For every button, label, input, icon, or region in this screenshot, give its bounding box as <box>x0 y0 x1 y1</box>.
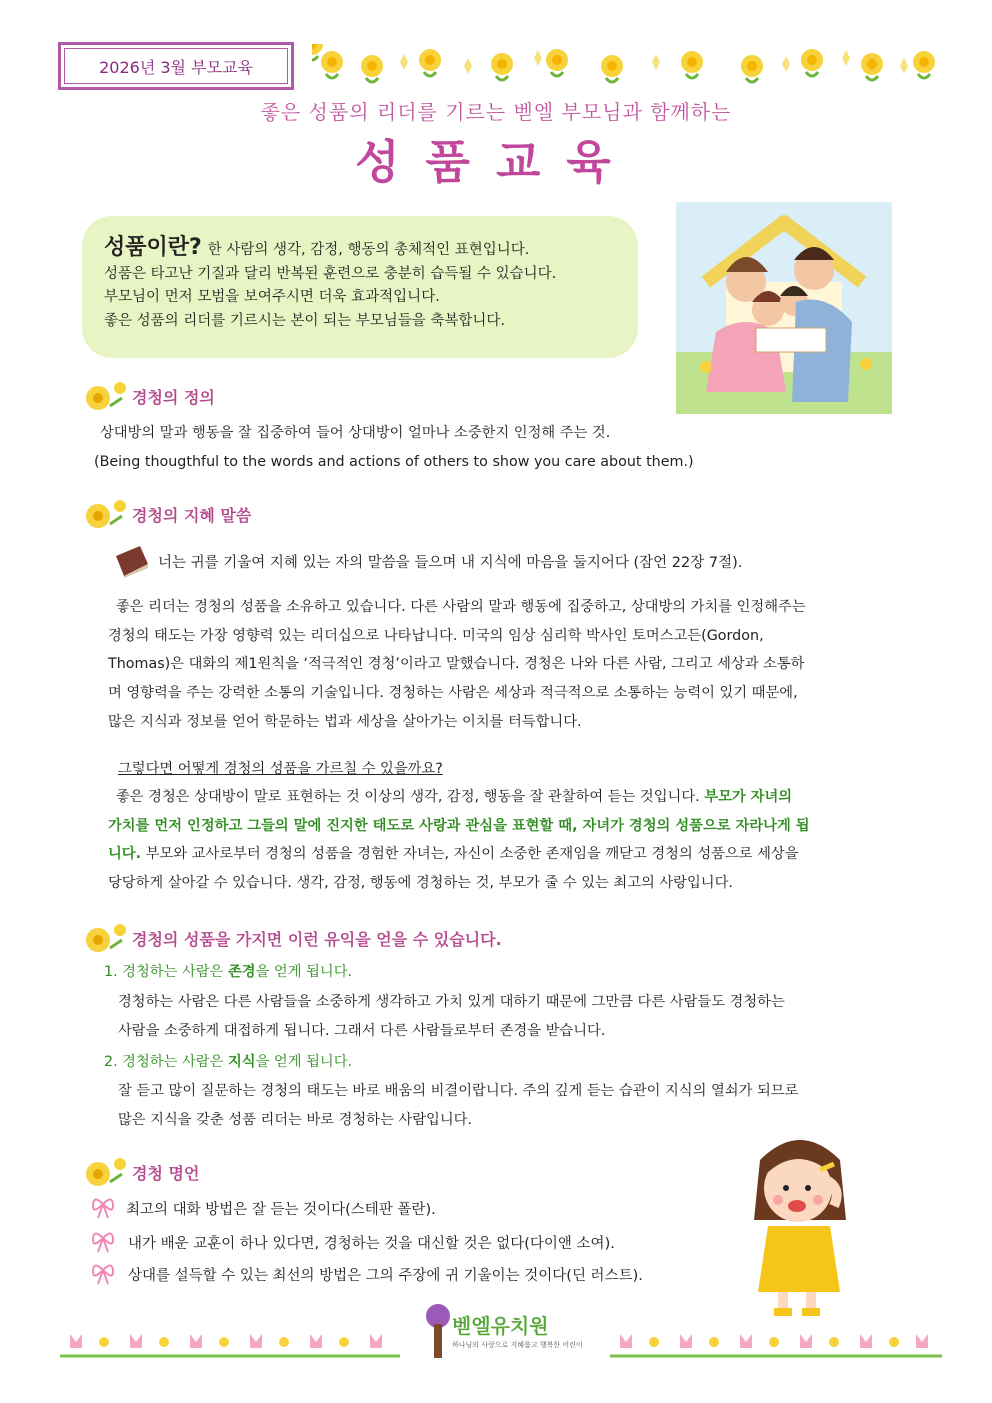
ribbon-icon <box>90 1262 116 1286</box>
paragraph-line: 며 영향력을 주는 강력한 소통의 기술입니다. 경청하는 사람은 세상과 적극적으로 소통하는 능력이 있기 때문에, <box>108 685 798 702</box>
girl-illustration <box>740 1130 860 1320</box>
quotes-heading-row <box>80 1152 199 1192</box>
quote-text: 최고의 대화 방법은 잘 듣는 것이다(스테판 폴란). <box>126 1201 436 1218</box>
tulip-border-icon <box>60 1326 400 1362</box>
quote-item <box>90 1262 643 1286</box>
benefit-2-line: 많은 지식을 갖춘 성품 리더는 바로 경청하는 사람입니다. <box>118 1111 473 1128</box>
definition-korean: 상대방의 말과 행동을 잘 집중하여 들어 상대방이 얼마나 소중한지 인정해 주는 것. <box>100 425 611 441</box>
benefit-2-line: 잘 듣고 많이 질문하는 경청의 태도는 바로 배움의 비결이랍니다. 주의 깊게 듣는 습관이 지식의 열쇠가 되므로 <box>118 1083 799 1099</box>
answer-emphasis: 니다. <box>108 846 142 863</box>
ribbon-icon <box>90 1230 116 1254</box>
definition-english: (Being thougthful to the words and actions of others to show you care about them.) <box>94 454 694 470</box>
wisdom-paragraph <box>108 593 908 737</box>
benefit-2-prefix: 2. 경청하는 사람은 <box>104 1054 228 1070</box>
answer-paragraph <box>108 783 908 898</box>
paragraph-line: Thomas)은 대화의 제1원칙을 ‘적극적인 경청’이라고 말했습니다. 경청은 나와 다른 사람, 그리고 세상과 소통하 <box>108 656 805 673</box>
quotes-heading: 경청 명언 <box>132 1163 200 1183</box>
benefit-1-text <box>118 988 908 1045</box>
top-flower-border <box>312 44 942 88</box>
logo-name: 벧엘유치원 <box>452 1314 549 1338</box>
intro-line-1: 한 사람의 생각, 감정, 행동의 총체적인 표현입니다. <box>207 242 530 258</box>
quote-text: 내가 배운 교훈이 하나 있다면, 경청하는 것을 대신할 것은 없다(다이앤 소여). <box>128 1235 615 1252</box>
page-subtitle: 좋은 성품의 리더를 기르는 벧엘 부모님과 함께하는 <box>260 100 732 124</box>
intro-line-2: 성품은 타고난 기질과 달리 반복된 훈련으로 충분히 습득될 수 있습니다. <box>104 265 557 282</box>
flower-icon <box>80 1152 130 1192</box>
tulip-border-icon <box>610 1326 942 1362</box>
benefits-heading-row <box>80 918 502 958</box>
kindergarten-logo <box>418 1300 583 1368</box>
bible-book-icon <box>112 544 152 578</box>
wisdom-heading: 경청의 지혜 말씀 <box>132 505 252 525</box>
benefit-2-keyword: 지식 <box>227 1054 256 1070</box>
date-label-box <box>58 42 294 90</box>
family-reading-icon <box>676 202 892 414</box>
paragraph-line: 많은 지식과 정보를 얻어 학문하는 법과 세상을 살아가는 이치를 터득합니다. <box>108 713 582 730</box>
definition-heading: 경청의 정의 <box>132 387 215 407</box>
flower-icon <box>80 918 130 958</box>
question-line: 그렇다면 어떻게 경청의 성품을 가르칠 수 있을까요? <box>118 761 443 777</box>
bottom-tulip-border-left <box>60 1326 400 1362</box>
benefit-1-suffix: 을 얻게 됩니다. <box>255 964 353 980</box>
answer-emphasis: 가치를 먼저 인정하고 그들의 말에 진지한 태도로 사랑과 관심을 표현할 때, 자녀가 경청의 성품으로 자라나게 됩 <box>108 817 810 834</box>
quote-text: 상대를 설득할 수 있는 최선의 방법은 그의 주장에 귀 기울이는 것이다(딘 러스트). <box>128 1267 643 1284</box>
intro-heading: 성품이란? <box>104 235 202 260</box>
benefit-1-prefix: 1. 경청하는 사람은 <box>104 964 228 980</box>
bible-verse-row <box>112 544 742 578</box>
answer-text: 당당하게 살아갈 수 있습니다. 생각, 감정, 행동에 경청하는 것, 부모가 줄 수 있는 최고의 사랑입니다. <box>108 875 733 892</box>
benefit-1-keyword: 존경 <box>227 964 256 980</box>
intro-line-3: 부모님이 먼저 모범을 보여주시면 더욱 효과적입니다. <box>104 289 440 305</box>
benefit-2-suffix: 을 얻게 됩니다. <box>255 1054 353 1070</box>
benefits-heading: 경청의 성품을 가지면 이런 유익을 얻을 수 있습니다. <box>132 929 502 949</box>
page-title: 성품교육 <box>355 135 637 189</box>
benefit-2-text <box>118 1077 908 1134</box>
paragraph-line: 경청의 태도는 가장 영향력 있는 리더십으로 나타납니다. 미국의 임상 심리학 박사인 토머스고든(Gordon, <box>108 627 764 644</box>
answer-text: 좋은 경청은 상대방이 말로 표현하는 것 이상의 생각, 감정, 행동을 잘 관찰하여 듣는 것입니다. <box>116 789 705 805</box>
bottom-tulip-border-right <box>610 1326 942 1362</box>
bible-verse: 너는 귀를 기울여 지혜 있는 자의 말씀을 들으며 내 지식에 마음을 둘지어다 (잠언 22장 7절). <box>158 554 743 571</box>
flower-icon <box>80 494 130 534</box>
definition-heading-row <box>80 376 215 416</box>
intro-box <box>82 216 638 358</box>
answer-emphasis: 부모가 자녀의 <box>704 789 793 805</box>
benefit-1-title <box>104 958 352 987</box>
flower-border-icon <box>312 44 942 88</box>
paragraph-line: 좋은 리더는 경청의 성품을 소유하고 있습니다. 다른 사람의 말과 행동에 집중하고, 상대방의 가치를 인정해주는 <box>116 599 806 615</box>
benefit-1-line: 사람을 소중하게 대접하게 됩니다. 그래서 다른 사람들로부터 존경을 받습니다. <box>118 1022 606 1039</box>
benefit-2-title <box>104 1048 352 1077</box>
intro-line-4: 좋은 성품의 리더를 기르시는 본이 되는 부모님들을 축복합니다. <box>104 312 506 329</box>
listening-girl-icon <box>740 1130 860 1320</box>
flower-icon <box>80 376 130 416</box>
ribbon-icon <box>90 1196 116 1220</box>
benefit-1-line: 경청하는 사람은 다른 사람들을 소중하게 생각하고 가치 있게 대하기 때문에 그만큼 다른 사람들도 경청하는 <box>118 994 785 1010</box>
quote-item <box>90 1196 436 1220</box>
wisdom-heading-row <box>80 494 251 534</box>
quote-item <box>90 1230 615 1254</box>
logo-tagline: 하나님의 사랑으로 지혜롭고 행복한 어린이 <box>452 1341 583 1349</box>
family-illustration <box>676 202 892 414</box>
answer-text: 부모와 교사로부터 경청의 성품을 경험한 자녀는, 자신이 소중한 존재임을 깨닫고 경청의 성품으로 세상을 <box>141 846 799 863</box>
date-label: 2026년 3월 부모교육 <box>99 57 253 77</box>
